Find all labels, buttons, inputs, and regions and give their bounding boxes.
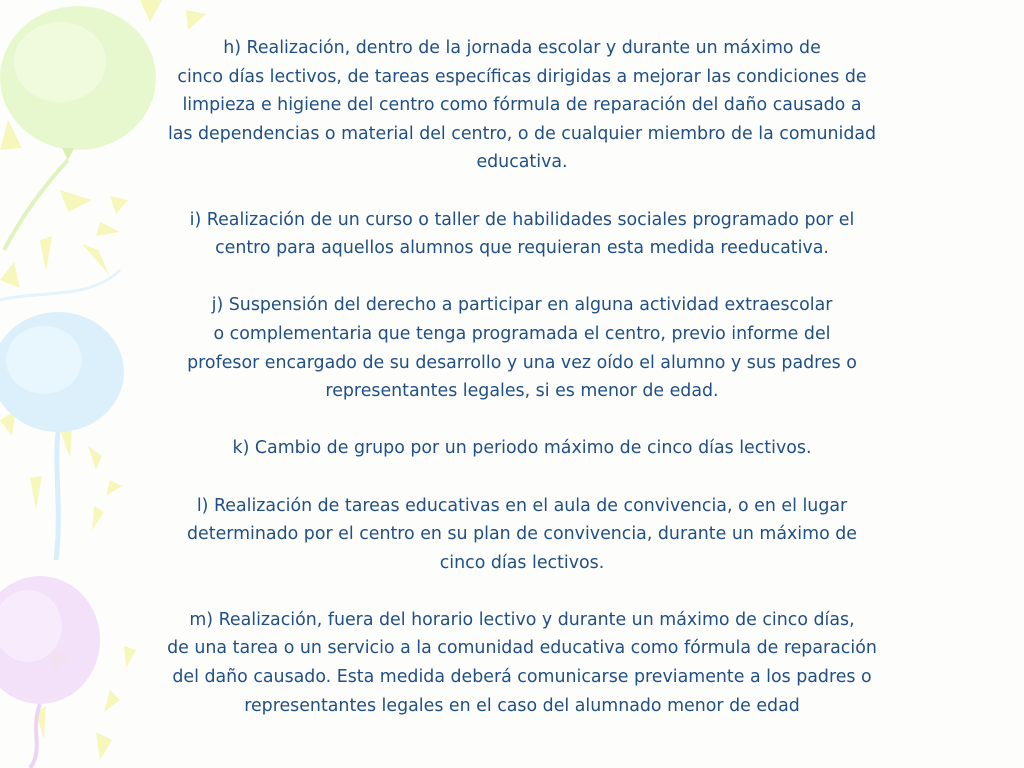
paragraph-j-line: o complementaria que tenga programada el centro, previo informe del [213,323,831,344]
paragraph-i-line: centro para aquellos alumnos que requieran esta medida reeducativa. [215,238,829,259]
paragraph-j-line: j) Suspensión del derecho a participar en alguna actividad extraescolar [211,295,833,316]
paragraph-gap [104,406,940,435]
sanctions-text [104,34,940,720]
paragraph-k-line: k) Cambio de grupo por un periodo máximo de cinco días lectivos. [232,438,812,459]
paragraph-l-line: determinado por el centro en su plan de convivencia, durante un máximo de [187,524,857,545]
paragraph-l-line: cinco días lectivos. [439,552,605,573]
paragraph-i-line: i) Realización de un curso o taller de habilidades sociales programado por el [189,209,855,230]
paragraph-l-line: l) Realización de tareas educativas en el aula de convivencia, o en el lugar [196,495,848,516]
paragraph-m-line: representantes legales en el caso del alumnado menor de edad [244,695,800,716]
paragraph-h-line: limpieza e higiene del centro como fórmula de reparación del daño causado a [182,95,862,116]
paragraph-gap [104,463,940,492]
paragraph-m-line: del daño causado. Esta medida deberá comunicarse previamente a los padres o [172,667,872,688]
paragraph-h-line: las dependencias o material del centro, o de cualquier miembro de la comunidad [167,123,877,144]
paragraph-gap [104,577,940,606]
paragraph-m-line: de una tarea o un servicio a la comunidad educativa como fórmula de reparación [167,638,877,659]
paragraph-h-line: h) Realización, dentro de la jornada escolar y durante un máximo de [223,38,821,58]
purple-balloon-icon [0,576,100,768]
paragraph-j-line: profesor encargado de su desarrollo y una vez oído el alumno y sus padres o [187,352,857,373]
paragraph-j-line: representantes legales, si es menor de edad. [325,381,719,402]
paragraph-gap [104,177,940,206]
paragraph-m-line: m) Realización, fuera del horario lectivo y durante un máximo de cinco días, [189,609,855,630]
paragraph-h-line: cinco días lectivos, de tareas específicas dirigidas a mejorar las condiciones de [177,66,867,87]
paragraph-gap [104,263,940,292]
paragraph-h-line: educativa. [476,152,568,173]
